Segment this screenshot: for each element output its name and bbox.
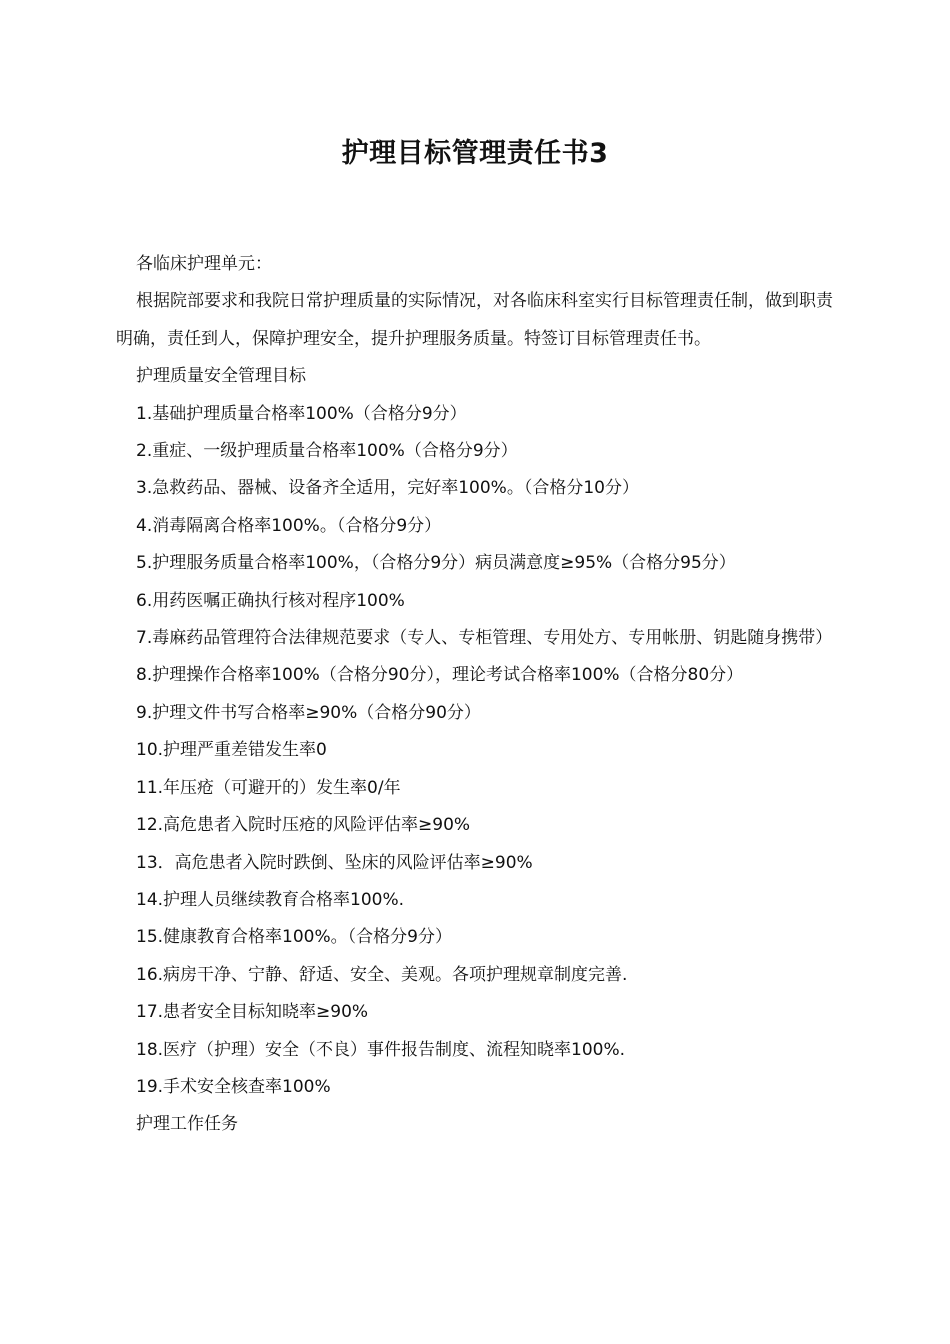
goal-item: 19.手术安全核查率100% [136,1076,331,1097]
goal-item: 16.病房干净、宁静、舒适、安全、美观。各项护理规章制度完善. [136,964,628,985]
goal-item: 18.医疗（护理）安全（不良）事件报告制度、流程知晓率100%. [136,1039,626,1060]
goal-item: 13．高危患者入院时跌倒、坠床的风险评估率≥90% [136,852,533,873]
goal-item: 1.基础护理质量合格率100%（合格分9分） [136,403,467,424]
goal-item: 14.护理人员继续教育合格率100%. [136,889,405,910]
goal-item: 6.用药医嘱正确执行核对程序100% [136,590,405,611]
goal-item: 7.毒麻药品管理符合法律规范要求（专人、专柜管理、专用处方、专用帐册、钥匙随身携带） [136,628,833,649]
goal-item: 12.高危患者入院时压疮的风险评估率≥90% [136,815,471,836]
intro-paragraph: 根据院部要求和我院日常护理质量的实际情况，对各临床科室实行目标管理责任制，做到职责明确，责任到人，保障护理安全，提升护理服务质量。特签订目标管理责任书。 [116,291,833,349]
section-heading-goals: 护理质量安全管理目标 [136,366,306,387]
goal-item: 3.急救药品、器械、设备齐全适用，完好率100%。（合格分10分） [136,478,639,499]
section-heading-tasks: 护理工作任务 [136,1114,238,1135]
goal-item: 8.护理操作合格率100%（合格分90分），理论考试合格率100%（合格分80分） [136,665,744,686]
goals-list [116,396,842,1107]
document-body [116,246,842,1144]
salutation: 各临床护理单元： [136,254,272,274]
goal-item: 10.护理严重差错发生率0 [136,740,327,761]
goal-item: 17.患者安全目标知晓率≥90% [136,1002,369,1023]
goal-item: 4.消毒隔离合格率100%。（合格分9分） [136,515,442,536]
goal-item: 2.重症、一级护理质量合格率100%（合格分9分） [136,441,518,462]
document-title: 护理目标管理责任书3 [341,138,609,169]
goal-item: 9.护理文件书写合格率≥90%（合格分90分） [136,702,481,723]
goal-item: 11.年压疮（可避开的）发生率0/年 [136,777,401,798]
goal-item: 15.健康教育合格率100%。（合格分9分） [136,927,452,948]
goal-item: 5.护理服务质量合格率100%，（合格分9分）病员满意度≥95%（合格分95分） [136,553,736,574]
